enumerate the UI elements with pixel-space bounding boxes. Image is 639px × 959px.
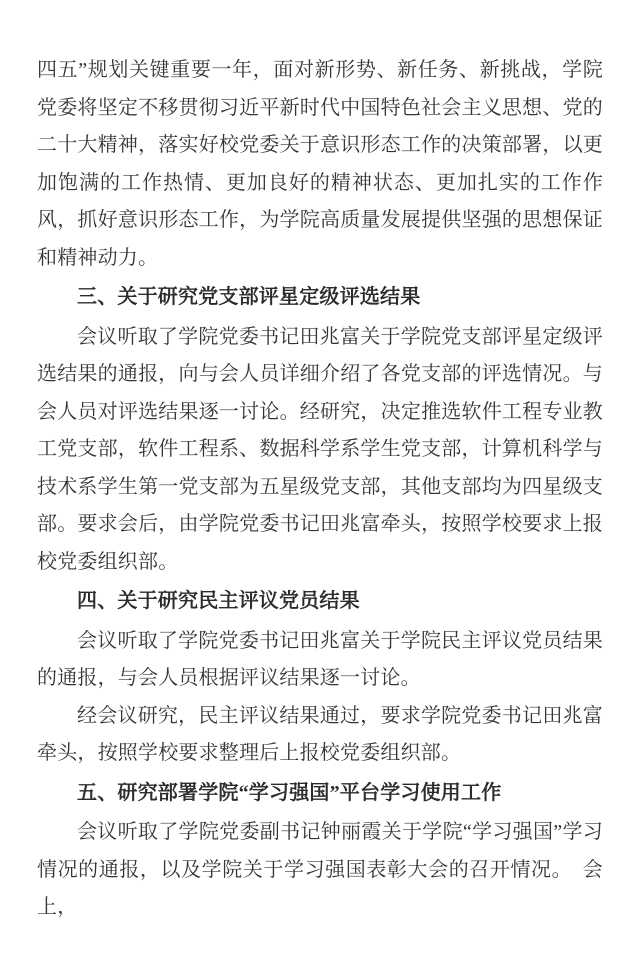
- paragraph-democratic-review-briefing: 会议听取了学院党委书记田兆富关于学院民主评议党员结果的通报，与会人员根据评议结果逐一讨论。: [37, 629, 603, 689]
- section-heading-5-xuexi-qiangguo-platform: 五、研究部署学院“学习强国”平台学习使用工作: [77, 781, 502, 804]
- section-heading-3-party-branch-star-rating: 三、关于研究党支部评星定级评选结果: [77, 286, 421, 308]
- paragraph-democratic-review-decision: 经会议研究，民主评议结果通过，要求学院党委书记田兆富牵头，按照学校要求整理后上报校党委组织部。: [37, 704, 603, 764]
- section-heading-4-democratic-review: 四、关于研究民主评议党员结果: [77, 590, 360, 612]
- paragraph-ideology-work-continuation: 四五”规划关键重要一年，面对新形势、新任务、新挑战，学院党委将坚定不移贯彻习近平新时代中国特色社会主义思想、党的二十大精神，落实好校党委关于意识形态工作的决策部署，以更加饱满的工作热情、更加良好的精神状态、更加扎实的工作作风，抓好意识形态工作，为学院高质量发展提供坚强的思想保证和精神动力。: [37, 59, 603, 269]
- paragraph-xuexi-qiangguo-briefing: 会议听取了学院党委副书记钟丽霞关于学院“学习强国”学习情况的通报，以及学院关于学习强国表彰大会的召开情况。 会上，: [37, 821, 603, 918]
- paragraph-star-rating-results: 会议听取了学院党委书记田兆富关于学院党支部评星定级评选结果的通报，向与会人员详细介绍了各党支部的评选情况。与会人员对评选结果逐一讨论。经研究，决定推选软件工程专业教工党支部，软件工程系、数据科学系学生党支部，计算机科学与技术系学生第一党支部为五星级党支部，其他支部均为四星级支部。要求会后，由学院党委书记田兆富牵头，按照学校要求上报校党委组织部。: [37, 325, 603, 573]
